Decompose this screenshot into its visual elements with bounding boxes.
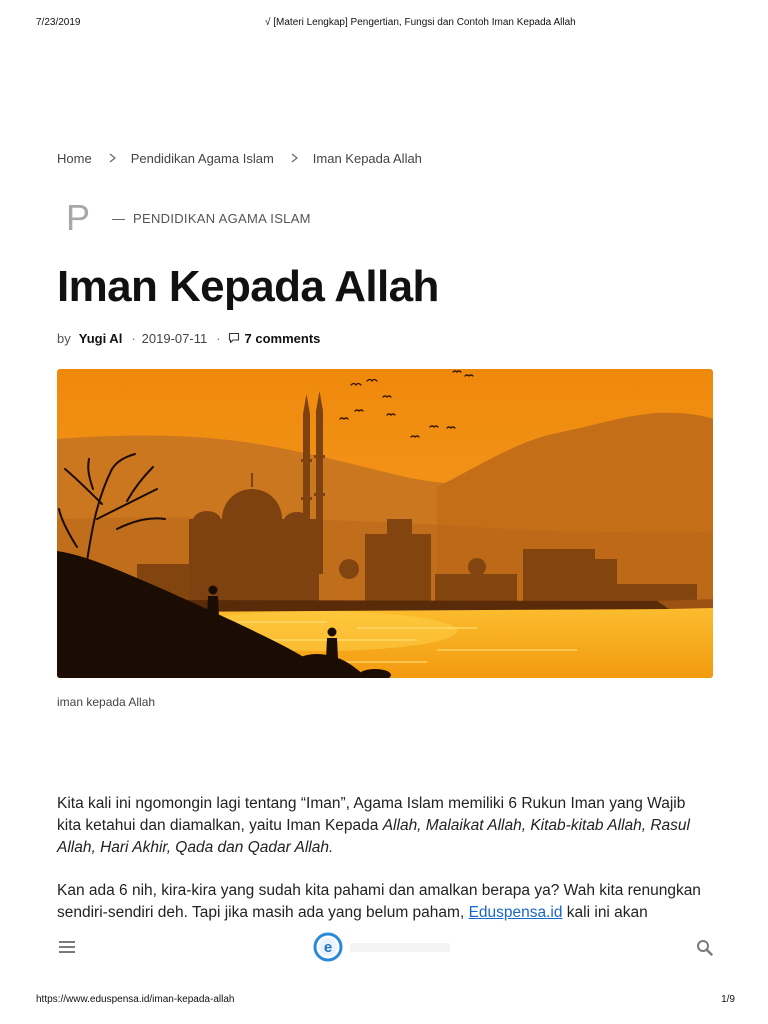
category-link[interactable]: PENDIDIKAN AGAMA ISLAM xyxy=(133,211,311,226)
post-date: 2019-07-11 xyxy=(141,330,208,346)
chevron-right-icon xyxy=(109,153,116,163)
logo-letter: e xyxy=(323,939,333,956)
paragraph-italic-text: Allah, Hari Akhir, Qada dan Qadar Allah. xyxy=(57,839,334,856)
comments-link[interactable]: 7 comments xyxy=(244,330,321,346)
paragraph-line xyxy=(57,837,690,859)
logo-wordmark[interactable] xyxy=(350,943,450,952)
print-page-number: 1/9 xyxy=(721,994,735,1005)
paragraph-line xyxy=(57,815,690,837)
category-label xyxy=(112,211,311,227)
article-paragraph xyxy=(57,793,690,859)
featured-image-frame xyxy=(57,369,713,678)
page-title: Iman Kepada Allah xyxy=(57,262,439,311)
comment-icon[interactable] xyxy=(228,332,240,344)
print-url: https://www.eduspensa.id/iman-kepada-allah xyxy=(36,994,235,1005)
print-date: 7/23/2019 xyxy=(36,17,81,28)
paragraph-italic-text: Allah, Malaikat Allah, Kitab-kitab Allah, Rasul xyxy=(382,817,690,834)
print-page-title: √ [Materi Lengkap] Pengertian, Fungsi dan Contoh Iman Kepada Allah xyxy=(265,17,576,28)
hamburger-menu-icon[interactable] xyxy=(59,941,75,953)
chevron-right-icon xyxy=(291,153,298,163)
category-initial: P xyxy=(66,197,91,238)
meta-separator: · xyxy=(216,330,221,346)
meta-separator: · xyxy=(131,330,136,346)
post-meta xyxy=(57,330,320,346)
category-dash: — xyxy=(112,211,125,226)
paragraph-line xyxy=(57,902,701,924)
paragraph-line xyxy=(57,880,701,902)
byline-prefix: by xyxy=(57,330,71,346)
paragraph-text: sendiri-sendiri deh. Tapi jika masih ada yang belum paham, xyxy=(57,904,469,921)
image-caption: iman kepada Allah xyxy=(57,695,156,709)
search-icon[interactable] xyxy=(696,939,713,956)
paragraph-text: Kan ada 6 nih, kira-kira yang sudah kita pahami dan amalkan berapa ya? Wah kita renungkan xyxy=(57,882,701,899)
breadcrumb-home[interactable]: Home xyxy=(57,150,92,166)
article-paragraph xyxy=(57,880,701,924)
author-link[interactable]: Yugi Al xyxy=(78,330,123,346)
bottom-bar xyxy=(0,926,768,972)
paragraph-text: kali ini akan xyxy=(562,904,648,921)
featured-image xyxy=(57,369,713,678)
breadcrumb-current: Iman Kepada Allah xyxy=(312,150,422,166)
paragraph-line xyxy=(57,793,690,815)
breadcrumb-category[interactable]: Pendidikan Agama Islam xyxy=(130,150,274,166)
eduspensa-logo-icon[interactable] xyxy=(313,932,343,962)
eduspensa-link[interactable]: Eduspensa.id xyxy=(468,904,563,921)
paragraph-text: Kita kali ini ngomongin lagi tentang “Iman”, Agama Islam memiliki 6 Rukun Iman yang Wajib xyxy=(57,795,686,812)
paragraph-text: kita ketahui dan diamalkan, yaitu Iman Kepada xyxy=(57,817,383,834)
breadcrumb xyxy=(57,150,422,166)
